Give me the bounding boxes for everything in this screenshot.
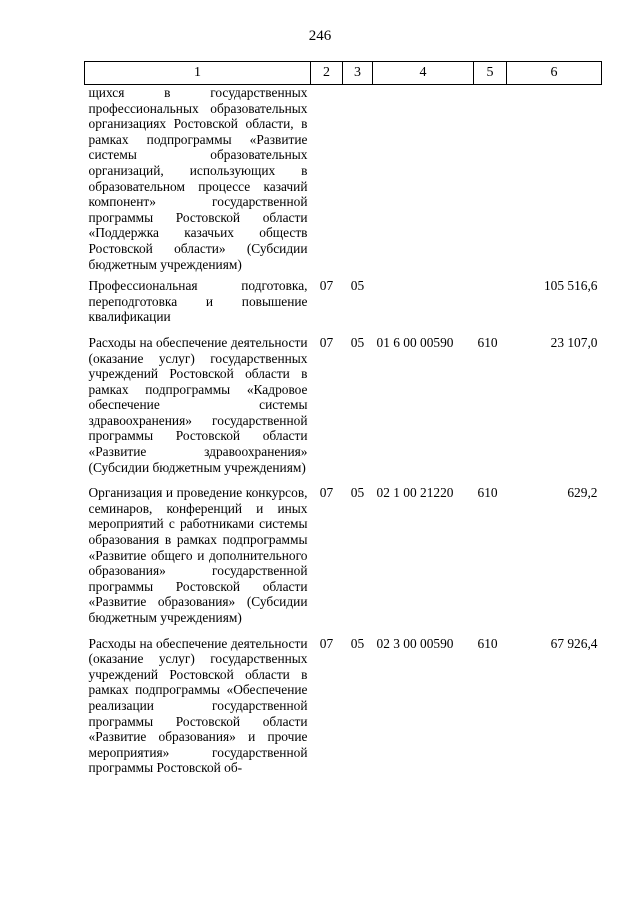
row-amount: 67 926,4 <box>550 635 598 651</box>
row-amount: 629,2 <box>567 485 598 501</box>
row-section <box>311 85 343 279</box>
row-amount: 23 107,0 <box>550 334 598 350</box>
row-expense-type: 610 <box>477 485 498 501</box>
table-header-row <box>85 62 602 85</box>
row-section: 07 <box>319 485 334 501</box>
row-target-code <box>373 278 474 335</box>
row-section: 07 <box>319 635 334 651</box>
header-col-5: 5 <box>474 62 507 85</box>
table-row <box>85 85 602 279</box>
row-subsection: 05 <box>350 485 365 501</box>
row-expense-type: 610 <box>477 334 498 350</box>
table-row <box>85 636 602 786</box>
row-subsection <box>343 85 373 279</box>
row-name: Профессиональная подготовка, переподготовка и повышение квалификации <box>88 278 308 325</box>
table-row <box>85 278 602 335</box>
row-name: щихся в государственных профессиональных образовательных организациях Ростовской области, в рамках подпрограммы «Развитие системы образовательных организаций, использующих в образовательном процессе казачий компонент» государственной программы Ростовской области «Поддержка казачьих обществ Ростовской области» (Субсидии бюджетным учреждениям) <box>88 85 308 272</box>
row-target-code: 01 6 00 00590 <box>376 334 454 350</box>
row-subsection: 05 <box>350 635 365 651</box>
header-col-4: 4 <box>373 62 474 85</box>
row-amount <box>507 85 602 279</box>
row-target-code <box>373 85 474 279</box>
row-section: 07 <box>319 278 334 294</box>
row-name: Расходы на обеспечение деятельности (оказание услуг) государственных учреждений Ростовской области в рамках подпрограммы «Обеспечение реализации государственной программы Ростовской области «Развитие образования» и прочие мероприятия» государственной программы Ростовской об- <box>88 635 308 776</box>
row-subsection: 05 <box>350 278 365 294</box>
row-target-code: 02 3 00 00590 <box>376 635 454 651</box>
budget-table <box>84 61 602 786</box>
header-col-3: 3 <box>343 62 373 85</box>
row-name: Организация и проведение конкурсов, семинаров, конференций и иных мероприятий с работниками системы образования в рамках подпрограммы «Развитие общего и дополнительного образования» государственной программы Ростовской области «Развитие образования» (Субсидии бюджетным учреждениям) <box>88 485 308 625</box>
row-expense-type <box>474 278 507 335</box>
page-number: 246 <box>308 28 332 44</box>
row-section: 07 <box>319 334 334 350</box>
row-expense-type <box>474 85 507 279</box>
header-col-6: 6 <box>507 62 602 85</box>
row-target-code: 02 1 00 21220 <box>376 485 454 501</box>
table-row <box>85 485 602 635</box>
row-subsection: 05 <box>350 334 365 350</box>
row-name: Расходы на обеспечение деятельности (оказание услуг) государственных учреждений Ростовской области в рамках подпрограммы «Кадровое обеспечение системы здравоохранения» государственной программы Ростовской области «Развитие здравоохранения» (Субсидии бюджетным учреждениям) <box>88 334 308 475</box>
row-expense-type: 610 <box>477 635 498 651</box>
table-row <box>85 335 602 485</box>
row-amount: 105 516,6 <box>543 278 598 294</box>
header-col-1: 1 <box>85 62 311 85</box>
header-col-2: 2 <box>311 62 343 85</box>
